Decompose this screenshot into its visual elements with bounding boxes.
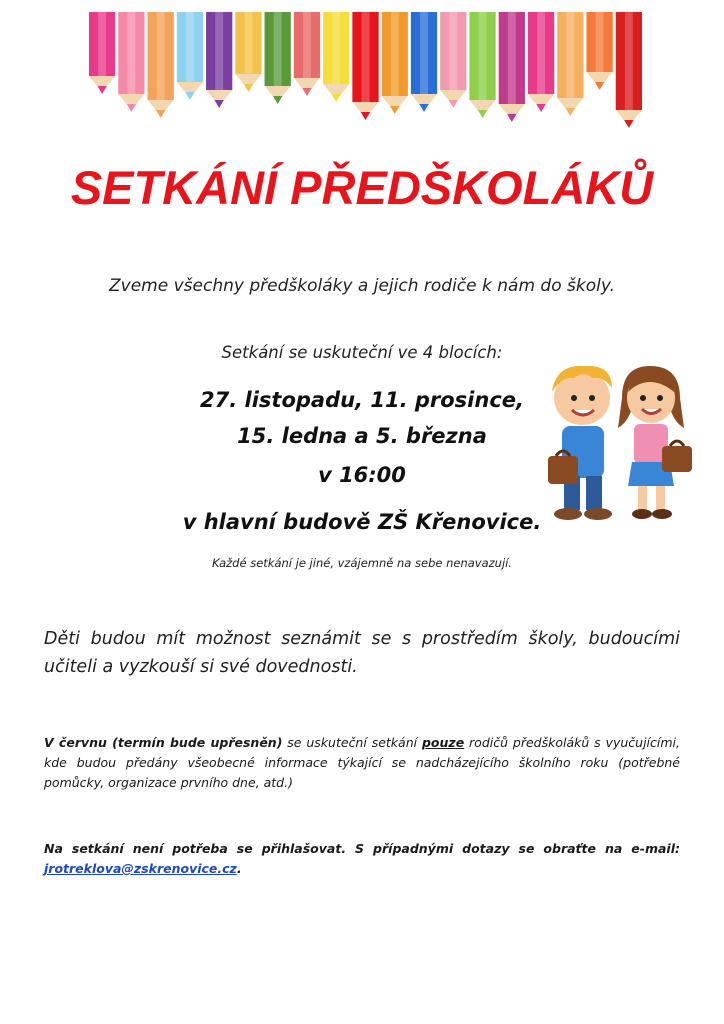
colored-pencils-banner (88, 12, 644, 134)
pencil (118, 12, 144, 112)
pencil (177, 12, 203, 100)
pencil (586, 12, 612, 90)
pencil (294, 12, 320, 96)
pencil (382, 12, 408, 114)
schoolchildren-illustration (534, 358, 700, 528)
blocks-intro-text: Setkání se uskuteční ve 4 blocích: (221, 343, 503, 362)
june-meeting-paragraph (44, 733, 680, 793)
meeting-place: v hlavní budově ZŠ Křenovice. (182, 510, 542, 534)
contact-paragraph (44, 839, 680, 879)
pencil (148, 12, 174, 118)
pencil (265, 12, 291, 104)
pencil (411, 12, 437, 112)
contact-end: . (236, 861, 242, 876)
invitation-text: Zveme všechny předškoláky a jejich rodiče k nám do školy. (109, 276, 615, 296)
boy-figure (548, 366, 612, 520)
only-emphasis: pouze (421, 735, 465, 750)
pencil (528, 12, 554, 112)
meetings-note: Každé setkání je jiné, vzájemně na sebe nenavazují. (211, 556, 513, 570)
june-rest: rodičů předškoláků s vyučujícími, kde budou předány všeobecné informace týkající se nadcházejícího školního roku (potřebné pomůcky, organizace prvního dne, atd.) (44, 735, 680, 790)
girl-figure (618, 366, 692, 519)
email-link[interactable]: jrotreklova@zskrenovice.cz (44, 861, 237, 876)
dates-line-2: 15. ledna a 5. března (237, 424, 487, 448)
pencil (89, 12, 115, 94)
pencil (352, 12, 378, 120)
dates-line-1: 27. listopadu, 11. prosince, (200, 388, 524, 412)
page-title: SETKÁNÍ PŘEDŠKOLÁKŮ (70, 161, 654, 214)
pencil (235, 12, 261, 92)
pencil (616, 12, 642, 128)
contact-text: Na setkání není potřeba se přihlašovat. S případnými dotazy se obraťte na e-mail: (44, 841, 680, 856)
june-lead: V červnu (termín bude upřesněn) (44, 735, 283, 750)
pencil (440, 12, 466, 108)
pencil (469, 12, 495, 118)
june-mid: se uskuteční setkání (282, 735, 422, 750)
pencil (557, 12, 583, 116)
pencil (206, 12, 232, 108)
pencil (499, 12, 525, 122)
activities-paragraph: Děti budou mít možnost seznámit se s prostředím školy, budoucími učiteli a vyzkouší si své dovednosti. (44, 629, 680, 677)
meeting-time: v 16:00 (318, 463, 406, 487)
pencil (323, 12, 349, 102)
